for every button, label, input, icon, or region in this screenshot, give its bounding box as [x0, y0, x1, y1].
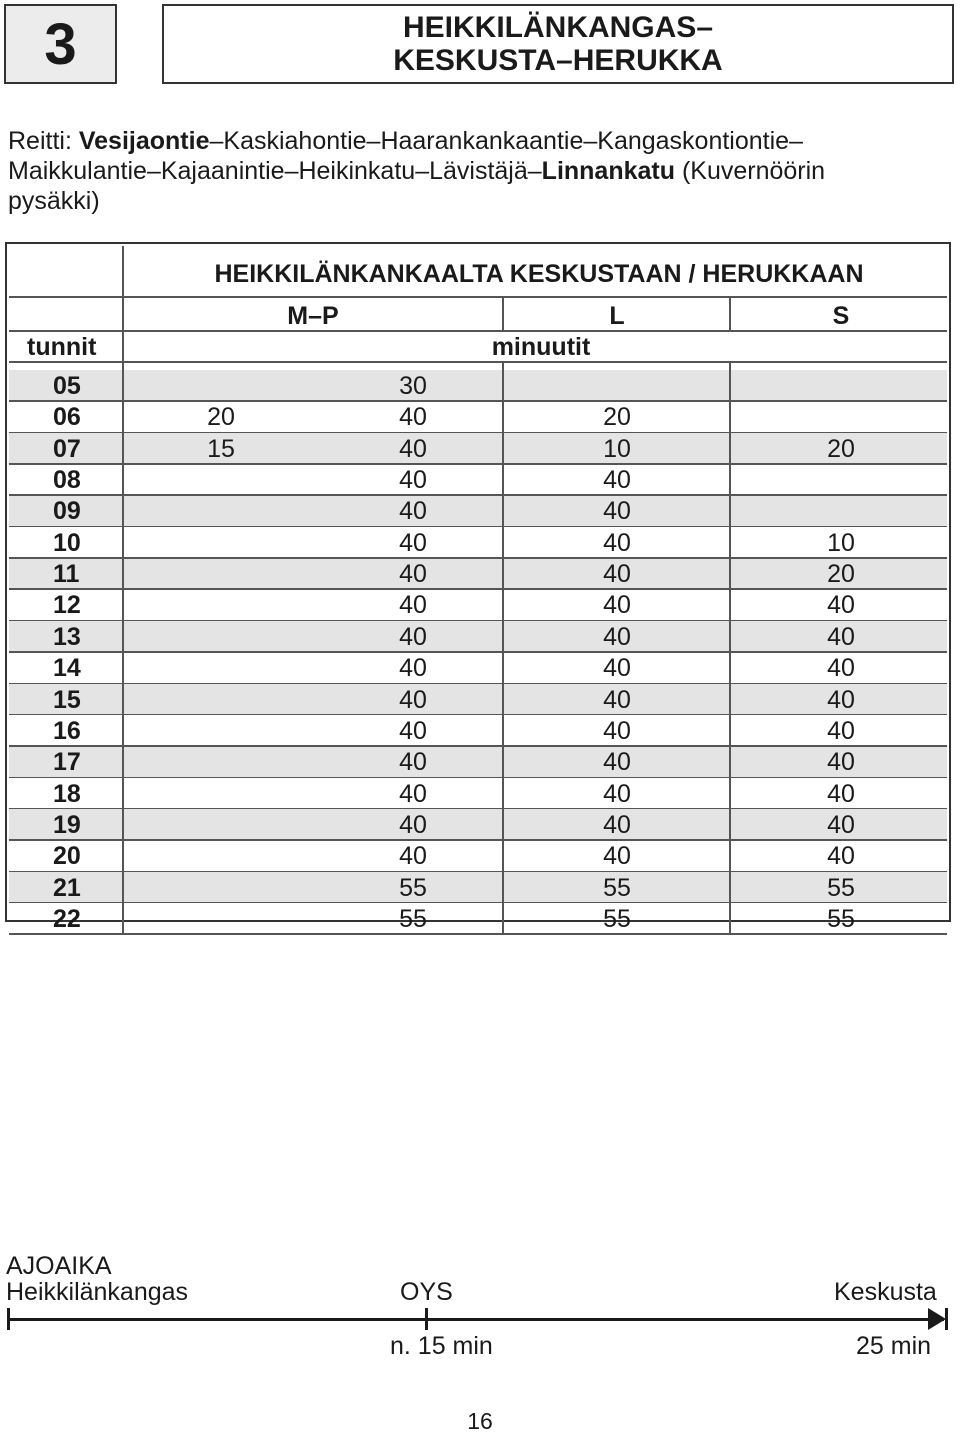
hour-cell: 21 [53, 873, 81, 902]
minute-cell-saturday: 40 [603, 716, 631, 745]
minute-cell-weekday-early: 15 [207, 434, 235, 463]
minute-cell-weekday: 40 [399, 528, 427, 557]
row-shade [9, 370, 947, 401]
route-segment: pysäkki) [8, 187, 100, 215]
travel-mid-tick [425, 1308, 428, 1330]
minute-cell-saturday: 40 [603, 622, 631, 651]
minute-cell-weekday: 40 [399, 654, 427, 683]
route-number-box [4, 4, 117, 84]
minute-cell-saturday: 40 [603, 842, 631, 871]
minute-cell-weekday: 40 [399, 403, 427, 432]
row-shade [9, 558, 947, 589]
minute-cell-saturday: 40 [603, 810, 631, 839]
minute-cell-saturday: 40 [603, 654, 631, 683]
grid-line [9, 933, 947, 935]
minute-cell-sunday: 40 [827, 810, 855, 839]
minute-cell-sunday: 40 [827, 685, 855, 714]
hour-cell: 22 [53, 904, 81, 933]
grid-line [9, 745, 947, 747]
grid-line [9, 871, 947, 873]
route-line-1 [8, 126, 953, 156]
minute-cell-weekday: 40 [399, 810, 427, 839]
grid-line [9, 463, 947, 465]
row-shade [9, 621, 947, 652]
timetable [5, 242, 951, 933]
minute-cell-saturday: 40 [603, 748, 631, 777]
hour-cell: 12 [53, 591, 81, 620]
minutes-label: minuutit [491, 333, 591, 361]
page-number: 16 [467, 1408, 493, 1434]
hour-cell: 05 [53, 372, 81, 400]
minute-cell-weekday: 40 [399, 685, 427, 714]
minute-cell-weekday: 30 [399, 372, 427, 400]
grid-line [122, 246, 124, 934]
minute-cell-saturday: 40 [603, 779, 631, 808]
grid-line [9, 432, 947, 434]
travel-start-tick [7, 1308, 10, 1330]
hour-cell: 20 [53, 842, 81, 871]
route-title-box [162, 4, 954, 84]
grid-line [729, 296, 731, 330]
minute-cell-weekday: 40 [399, 622, 427, 651]
hour-cell: 08 [53, 466, 81, 495]
minute-cell-weekday: 40 [399, 748, 427, 777]
minute-cell-saturday: 40 [603, 560, 631, 589]
route-segment: Vesijaontie [78, 127, 210, 155]
minute-cell-sunday: 40 [827, 622, 855, 651]
grid-line [9, 330, 947, 332]
minute-cell-sunday: 40 [827, 748, 855, 777]
minute-cell-sunday: 20 [827, 434, 855, 463]
arrow-right-icon [928, 1308, 946, 1330]
hour-cell: 16 [53, 716, 81, 745]
grid-line [9, 808, 947, 810]
grid-line [9, 361, 947, 363]
minute-cell-saturday: 40 [603, 528, 631, 557]
minute-cell-saturday: 40 [603, 591, 631, 620]
travel-mid-time: n. 15 min [390, 1332, 493, 1360]
grid-line [9, 620, 947, 622]
hour-cell: 10 [53, 528, 81, 557]
grid-line [9, 296, 947, 298]
grid-line [9, 777, 947, 779]
hour-cell: 11 [53, 560, 80, 589]
travel-end-time: 25 min [856, 1332, 932, 1360]
minute-cell-sunday: 40 [827, 842, 855, 871]
hour-cell: 09 [53, 497, 81, 526]
hour-cell: 06 [53, 403, 81, 432]
minute-cell-saturday: 40 [603, 497, 631, 526]
minute-cell-weekday: 40 [399, 560, 427, 589]
route-number: 3 [44, 11, 77, 77]
grid-line [9, 651, 947, 653]
timetable-heading: HEIKKILÄNKANKAALTA KESKUSTAAN / HERUKKAAN [214, 260, 864, 288]
minute-cell-sunday: 55 [827, 873, 855, 902]
row-shade [9, 746, 947, 777]
route-title-line-1: HEIKKILÄNKANGAS– [402, 11, 714, 44]
minute-cell-sunday: 20 [827, 560, 855, 589]
minute-cell-weekday: 40 [399, 466, 427, 495]
grid-line [9, 400, 947, 402]
minute-cell-saturday: 40 [603, 466, 631, 495]
route-segment: Linnankatu [541, 157, 676, 185]
minute-cell-sunday: 40 [827, 591, 855, 620]
route-description [8, 126, 953, 216]
minute-cell-sunday: 55 [827, 904, 855, 933]
minute-cell-weekday: 40 [399, 779, 427, 808]
minute-cell-weekday: 40 [399, 434, 427, 463]
route-line-3 [8, 186, 953, 216]
minute-cell-sunday: 10 [827, 528, 855, 557]
day-header-saturday: L [609, 302, 625, 330]
row-shade [9, 433, 947, 464]
grid-line [9, 902, 947, 904]
hour-cell: 17 [53, 748, 81, 777]
hour-cell: 18 [53, 779, 81, 808]
minute-cell-saturday: 20 [603, 403, 631, 432]
hour-cell: 13 [53, 622, 81, 651]
grid-line [9, 557, 947, 559]
grid-line [502, 361, 504, 934]
row-shade [9, 684, 947, 715]
grid-line [9, 588, 947, 590]
hour-cell: 19 [53, 810, 81, 839]
grid-line [729, 361, 731, 934]
row-shade [9, 495, 947, 526]
day-header-sunday: S [832, 302, 850, 330]
minute-cell-weekday: 40 [399, 716, 427, 745]
grid-line [502, 296, 504, 330]
grid-line [9, 714, 947, 716]
row-shade [9, 872, 947, 903]
route-segment: (Kuvernöörin [675, 157, 826, 185]
route-segment: Reitti: [8, 127, 79, 155]
hour-cell: 15 [53, 685, 81, 714]
route-segment: –Kaskiahontie–Haarankankaantie–Kangaskontiontie– [209, 127, 803, 155]
route-line-2 [8, 156, 953, 186]
grid-line [9, 526, 947, 528]
minute-cell-saturday: 40 [603, 685, 631, 714]
minute-cell-saturday: 55 [603, 873, 631, 902]
hours-label: tunnit [27, 333, 97, 361]
grid-line [9, 494, 947, 496]
travel-time-label: AJOAIKA [6, 1252, 112, 1280]
minute-cell-weekday-early: 20 [207, 403, 235, 432]
minute-cell-weekday: 40 [399, 842, 427, 871]
travel-time-section [0, 1250, 960, 1360]
day-header-weekdays: M–P [287, 302, 339, 330]
grid-line [9, 839, 947, 841]
hour-cell: 14 [53, 654, 81, 683]
route-title-line-2: KESKUSTA–HERUKKA [393, 44, 723, 77]
travel-end-stop: Keskusta [834, 1278, 937, 1306]
hour-cell: 07 [53, 434, 81, 463]
minute-cell-saturday: 55 [603, 904, 631, 933]
travel-start-stop: Heikkilänkangas [6, 1278, 189, 1306]
minute-cell-weekday: 40 [399, 497, 427, 526]
minute-cell-weekday: 55 [399, 904, 427, 933]
row-shade [9, 809, 947, 840]
route-segment: Maikkulantie–Kajaanintie–Heikinkatu–Lävistäjä– [8, 157, 542, 185]
minute-cell-weekday: 55 [399, 873, 427, 902]
minute-cell-sunday: 40 [827, 716, 855, 745]
minute-cell-weekday: 40 [399, 591, 427, 620]
minute-cell-saturday: 10 [603, 434, 631, 463]
minute-cell-sunday: 40 [827, 654, 855, 683]
minute-cell-sunday: 40 [827, 779, 855, 808]
travel-mid-stop: OYS [400, 1278, 453, 1306]
travel-line [8, 1318, 944, 1321]
grid-line [9, 683, 947, 685]
